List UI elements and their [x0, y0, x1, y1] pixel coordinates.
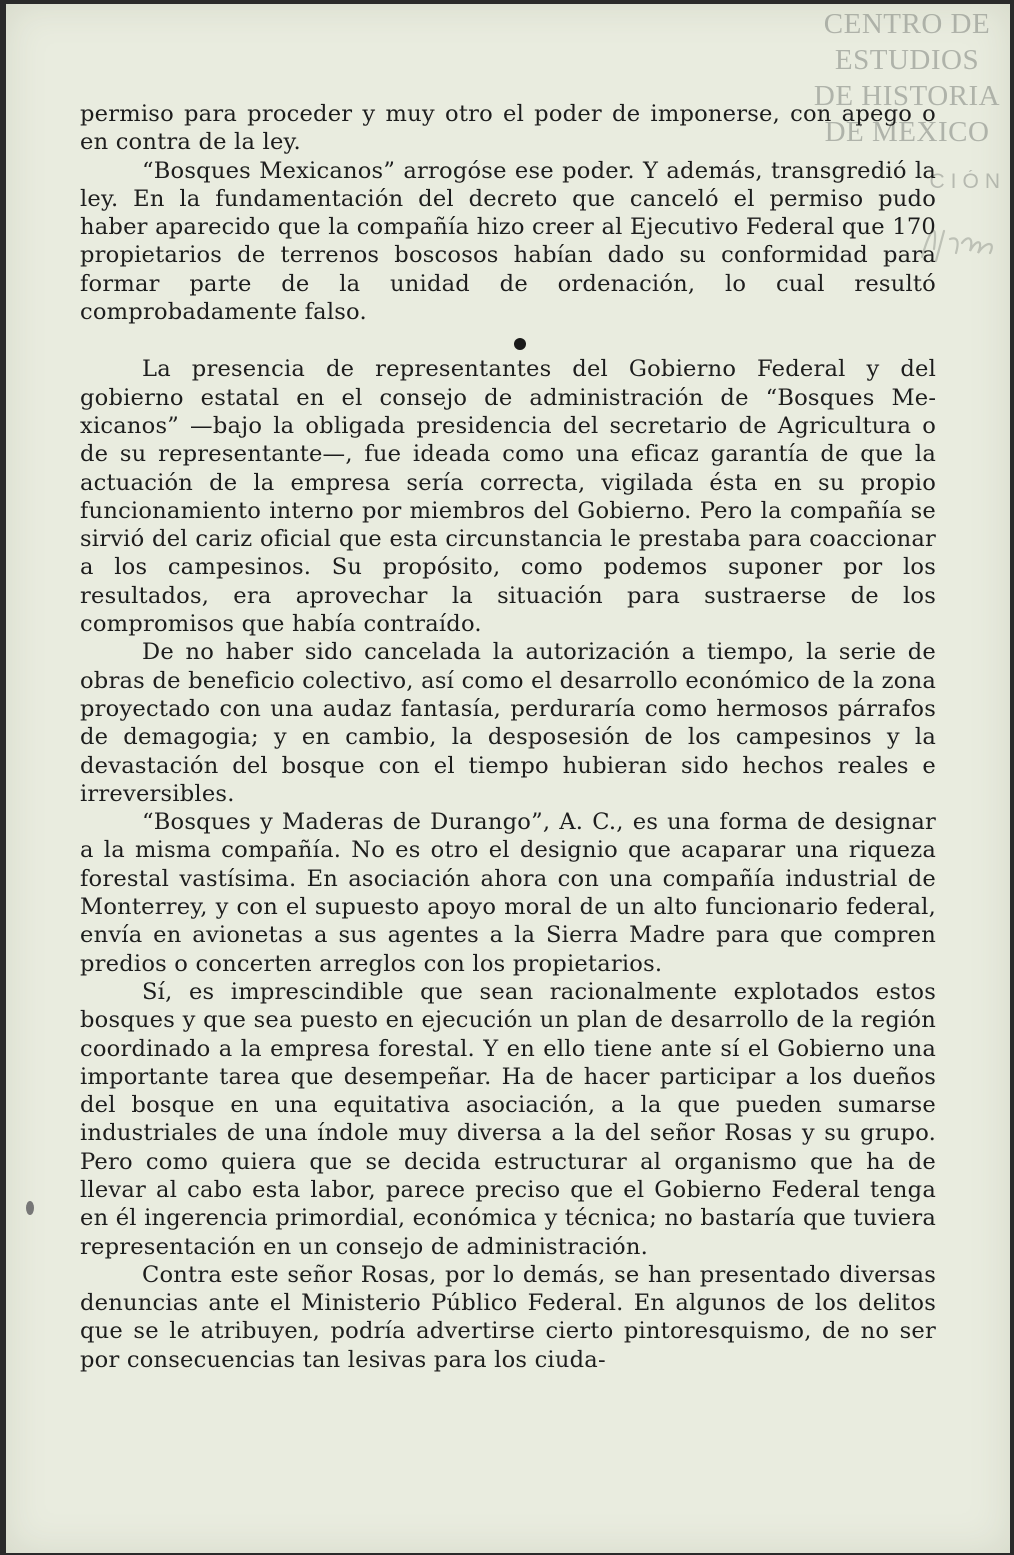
paragraph: “Bosques Mexicanos” arrogóse ese poder. Y además, transgredió la ley. En la fundamentación del decreto que canceló el permiso pudo haber aparecido que la compañía hizo creer al Ejecutivo Federal que 170 propietarios de terrenos boscosos habían dado su conformidad para formar parte de la unidad de ordenación, lo cual resultó comprobadamente falso. — [80, 157, 936, 326]
paragraph: permiso para proceder y muy otro el poder de imponerse, con apego o en contra de la ley. — [80, 101, 936, 156]
watermark-line: CENTRO DE — [823, 8, 991, 40]
bullet-dot — [514, 338, 526, 350]
paragraph: Contra este señor Rosas, por lo demás, se han presentado diversas denuncias ante el Ministerio Público Federal. En algunos de los delitos que se le atribuyen, podría advertirse cierto pintoresquismo, de no ser por consecuencias tan lesivas para los ciuda- — [80, 1261, 936, 1373]
paragraph: Sí, es imprescindible que sean racionalmente explotados estos bosques y que sea puesto en ejecución un plan de desarrollo de la región coordinado a la empresa forestal. Y en ello tiene ante sí el Gobierno una importante tarea que desempeñar. Ha de hacer participar a los dueños del bosque en una equitativa asociación, a la que pueden sumarse industriales de una índole muy diversa a la del señor Rosas y su grupo. Pero como quiera que se decida estructurar al organismo que ha de llevar al cabo esta labor, parece preciso que el Gobierno Federal tenga en él ingerencia primordial, económica y técnica; no bastaría que tuviera representación en un consejo de administración. — [80, 978, 936, 1260]
document-page — [6, 4, 1010, 1553]
watermark-side-text: CIÓN — [929, 170, 1006, 193]
watermark-line: ESTUDIOS — [834, 44, 980, 76]
paragraph: De no haber sido cancelada la autorización a tiempo, la serie de obras de beneficio colectivo, así como el desarrollo económico de la zona proyectado con una audaz fantasía, perduraría como hermosos párrafos de demagogia; y en cambio, la desposesión de los campesinos y la devastación del bosque con el tiempo hubieran sido hechos reales e irreversibles. — [80, 639, 936, 807]
paragraph: “Bosques y Maderas de Durango”, A. C., es una forma de designar a la misma compañía. No es otro el designio que acaparar una riqueza forestal vastísima. En asociación ahora con una compañía industrial de Monterrey, y con el supuesto apoyo moral de un alto funcionario federal, envía en avionetas a sus agentes a la Sierra Madre para que compren predios o concerten arreglos con los propietarios. — [80, 809, 936, 977]
watermark-line: DE HISTORIA — [813, 80, 1001, 112]
section-divider-bullet — [80, 329, 936, 354]
watermark-line: DE MEXICO — [824, 116, 990, 148]
margin-ink-mark — [26, 1201, 34, 1215]
document-body — [80, 100, 936, 1374]
paragraph: La presencia de representantes del Gobierno Federal y del gobierno estatal en el consejo de administración de “Bosques Mexicanos” —bajo la obligada presidencia del secretario de Agricultura o de su representante—, fue ideada como una eficaz garantía de que la actuación de la empresa sería correcta, vigilada ésta en su propio funcionamiento interno por miembros del Gobierno. Pero la compañía se sirvió del cariz oficial que esta circunstancia le prestaba para coaccionar a los campesinos. Su propósito, como podemos suponer por los resultados, era aprovechar la situación para sustraerse de los compromisos que había contraído. — [80, 356, 936, 638]
